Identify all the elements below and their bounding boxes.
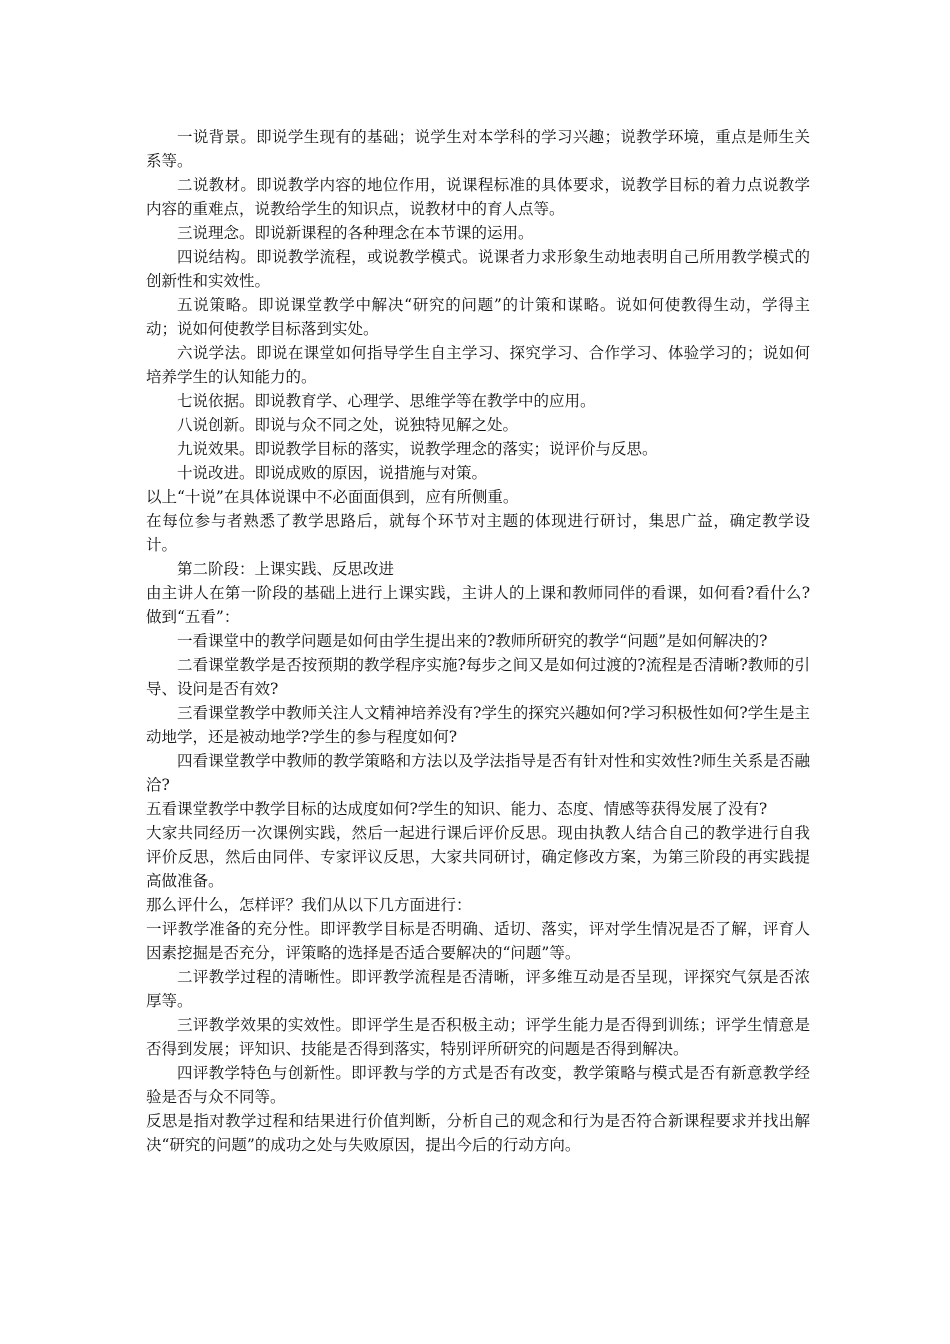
- paragraph-learning-method: 六说学法。即说在课堂如何指导学生自主学习、探究学习、合作学习、体验学习的；说如何培养学生的认知能力的。: [146, 344, 810, 386]
- paragraph-reflection-practice: 大家共同经历一次课例实践，然后一起进行课后评价反思。现由执教人结合自己的教学进行自我评价反思，然后由同伴、专家评议反思，大家共同研讨，确定修改方案，为第三阶段的再实践提高做准备。: [146, 824, 810, 890]
- paragraph-reflection-definition: 反思是指对教学过程和结果进行价值判断，分析自己的观念和行为是否符合新课程要求并找出解决“研究的问题”的成功之处与失败原因，提出今后的行动方向。: [146, 1112, 810, 1154]
- paragraph-basis: 七说依据。即说教育学、心理学、思维学等在教学中的应用。: [177, 392, 596, 410]
- section-heading-stage-two: 第二阶段：上课实践、反思改进: [177, 560, 395, 578]
- paragraph-structure: 四说结构。即说教学流程，或说教学模式。说课者力求形象生动地表明自己所用教学模式的创新性和实效性。: [146, 248, 810, 290]
- paragraph-background: 一说背景。即说学生现有的基础；说学生对本学科的学习兴趣；说教学环境，重点是师生关系等。: [146, 128, 810, 170]
- paragraph-improvement: 十说改进。即说成败的原因，说措施与对策。: [177, 464, 488, 482]
- paragraph-evaluation-question: 那么评什么，怎样评？我们从以下几方面进行：: [146, 896, 472, 914]
- paragraph-look-two: 二看课堂教学是否按预期的教学程序实施?每步之间又是如何过渡的?流程是否清晰?教师的引导、设问是否有效?: [146, 656, 810, 698]
- paragraph-innovation: 八说创新。即说与众不同之处，说独特见解之处。: [177, 416, 519, 434]
- paragraph-look-five: 五看课堂教学中教学目标的达成度如何?学生的知识、能力、态度、情感等获得发展了没有?: [146, 800, 768, 818]
- paragraph-evaluate-two: 二评教学过程的清晰性。即评教学流程是否清晰，评多维互动是否呈现，评探究气氛是否浓厚等。: [146, 968, 810, 1010]
- paragraph-ten-says-summary: 以上“十说”在具体说课中不必面面俱到，应有所侧重。: [146, 488, 519, 506]
- paragraph-effect: 九说效果。即说教学目标的落实，说教学理念的落实；说评价与反思。: [177, 440, 658, 458]
- paragraph-look-one: 一看课堂中的教学问题是如何由学生提出来的?教师所研究的教学“问题”是如何解决的?: [177, 632, 768, 650]
- paragraph-concept: 三说理念。即说新课程的各种理念在本节课的运用。: [177, 224, 534, 242]
- paragraph-strategy: 五说策略。即说课堂教学中解决“研究的问题”的计策和谋略。说如何使教得生动，学得主动；说如何使教学目标落到实处。: [146, 296, 810, 338]
- paragraph-discussion: 在每位参与者熟悉了教学思路后，就每个环节对主题的体现进行研讨，集思广益，确定教学设计。: [146, 512, 810, 554]
- paragraph-evaluate-one: 一评教学准备的充分性。即评教学目标是否明确、适切、落实，评对学生情况是否了解，评育人因素挖掘是否充分，评策略的选择是否适合要解决的“问题”等。: [146, 920, 810, 962]
- document-body: [146, 125, 810, 1157]
- paragraph-look-three: 三看课堂教学中教师关注人文精神培养没有?学生的探究兴趣如何?学习积极性如何?学生是主动地学，还是被动地学?学生的参与程度如何?: [146, 704, 810, 746]
- paragraph-evaluate-three: 三评教学效果的实效性。即评学生是否积极主动；评学生能力是否得到训练；评学生情意是否得到发展；评知识、技能是否得到落实，特别评所研究的问题是否得到解决。: [146, 1016, 810, 1058]
- paragraph-look-four: 四看课堂教学中教师的教学策略和方法以及学法指导是否有针对性和实效性?师生关系是否融洽?: [146, 752, 810, 794]
- paragraph-textbook: 二说教材。即说教学内容的地位作用，说课程标准的具体要求，说教学目标的着力点说教学内容的重难点，说教给学生的知识点，说教材中的育人点等。: [146, 176, 810, 218]
- paragraph-evaluate-four: 四评教学特色与创新性。即评教与学的方式是否有改变，教学策略与模式是否有新意教学经验是否与众不同等。: [146, 1064, 810, 1106]
- paragraph-lesson-practice: 由主讲人在第一阶段的基础上进行上课实践，主讲人的上课和教师同伴的看课，如何看?看什么?做到“五看”：: [146, 584, 810, 626]
